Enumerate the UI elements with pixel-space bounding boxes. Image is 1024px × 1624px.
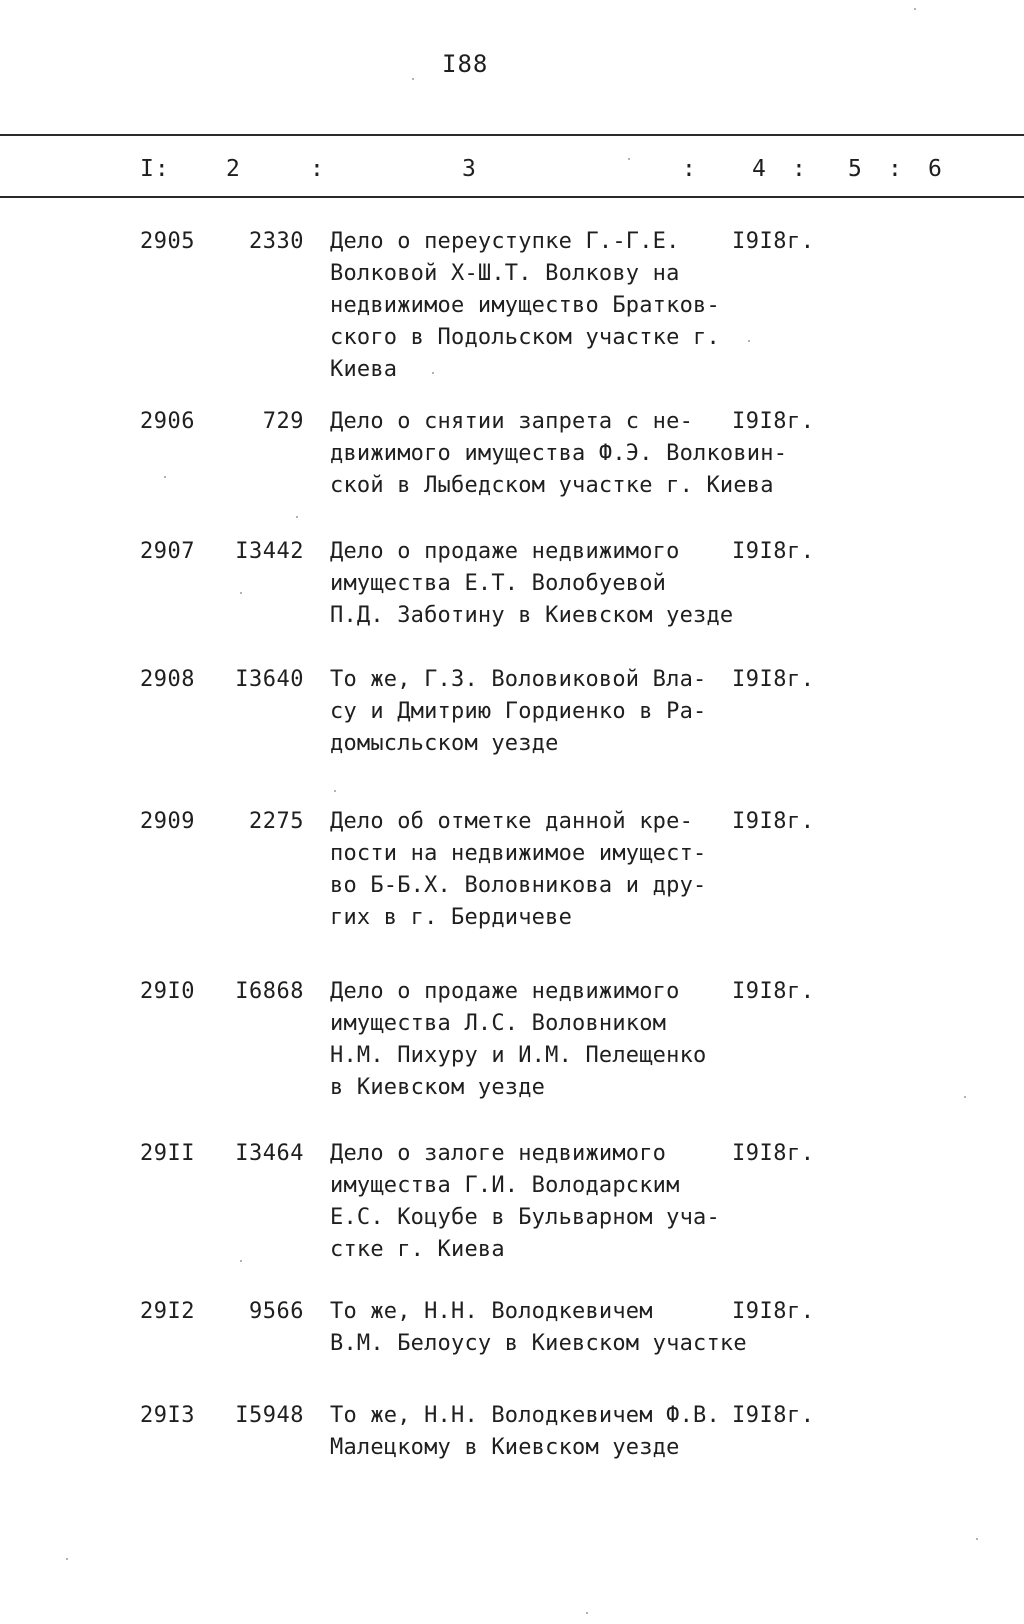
entry-year: I9I8г. — [732, 1141, 815, 1166]
description-line: Киева — [330, 357, 398, 382]
header-top-rule — [0, 134, 1024, 136]
description-line: движимого имущества Ф.Э. Волковин- — [330, 441, 788, 466]
entry-number: 2905 — [140, 229, 195, 254]
entry-description — [330, 1296, 750, 1360]
scan-speck — [334, 790, 336, 792]
entry-year: I9I8г. — [732, 809, 815, 834]
description-line: имущества Е.Т. Волобуевой — [330, 571, 667, 596]
scan-speck — [748, 340, 750, 342]
entry-year: I9I8г. — [732, 229, 815, 254]
column-header-5: 5 — [848, 156, 863, 182]
description-line: Е.С. Коцубе в Бульварном уча- — [330, 1205, 720, 1230]
description-line: Дело об отметке данной кре- — [330, 809, 694, 834]
description-line: в Киевском уезде — [330, 1075, 546, 1100]
entry-number: 29I0 — [140, 979, 195, 1004]
description-line: П.Д. Заботину в Киевском уезде — [330, 603, 734, 628]
original-number: I3640 — [235, 667, 304, 692]
column-separator: : — [792, 156, 806, 182]
description-line: В.М. Белоусу в Киевском участке — [330, 1331, 747, 1356]
entry-number: 29I3 — [140, 1403, 195, 1428]
entry-year: I9I8г. — [732, 1299, 815, 1324]
entry-number: 2906 — [140, 409, 195, 434]
column-separator: : — [682, 156, 696, 182]
description-line: То же, Н.Н. Володкевичем Ф.В. — [330, 1403, 720, 1428]
original-number: 729 — [262, 409, 304, 434]
description-line: То же, Г.З. Воловиковой Вла- — [330, 667, 707, 692]
scan-speck — [432, 372, 434, 374]
scan-speck — [976, 1538, 978, 1540]
description-line: То же, Н.Н. Володкевичем — [330, 1299, 653, 1324]
scan-speck — [914, 8, 916, 10]
column-header-6: 6 — [928, 156, 943, 182]
entry-number: 2908 — [140, 667, 195, 692]
column-header-3: 3 — [462, 156, 477, 182]
description-line: пости на недвижимое имущест- — [330, 841, 707, 866]
entry-description — [330, 536, 750, 632]
description-line: Дело о продаже недвижимого — [330, 979, 680, 1004]
header-bottom-rule — [0, 196, 1024, 198]
description-line: во Б-Б.Х. Воловникова и дру- — [330, 873, 707, 898]
entry-number: 29I2 — [140, 1299, 195, 1324]
entry-year: I9I8г. — [732, 409, 815, 434]
entry-number: 2907 — [140, 539, 195, 564]
entry-description — [330, 976, 750, 1104]
page-number: I88 — [442, 50, 489, 78]
column-separator: : — [310, 156, 324, 182]
original-number: I6868 — [235, 979, 304, 1004]
column-separator: : — [888, 156, 902, 182]
entry-year: I9I8г. — [732, 539, 815, 564]
original-number: I3442 — [235, 539, 304, 564]
entry-description — [330, 1400, 750, 1464]
description-line: ской в Лыбедском участке г. Киева — [330, 473, 774, 498]
entry-year: I9I8г. — [732, 979, 815, 1004]
scan-speck — [240, 1260, 242, 1262]
scan-speck — [412, 78, 414, 80]
column-header-4: 4 — [752, 156, 767, 182]
description-line: недвижимое имущество Братков- — [330, 293, 720, 318]
original-number: 9566 — [249, 1299, 304, 1324]
description-line: Дело о снятии запрета с не- — [330, 409, 694, 434]
description-line: гих в г. Бердичеве — [330, 905, 573, 930]
entry-year: I9I8г. — [732, 667, 815, 692]
description-line: домысльском уезде — [330, 731, 559, 756]
column-header-1: I: — [140, 156, 170, 182]
entry-description — [330, 226, 750, 386]
entry-year: I9I8г. — [732, 1403, 815, 1428]
description-line: Дело о продаже недвижимого — [330, 539, 680, 564]
original-number: 2275 — [249, 809, 304, 834]
entry-number: 29II — [140, 1141, 195, 1166]
description-line: имущества Г.И. Володарским — [330, 1173, 680, 1198]
description-line: имущества Л.С. Воловником — [330, 1011, 667, 1036]
scan-speck — [240, 592, 242, 594]
entry-description — [330, 664, 750, 760]
scan-speck — [66, 1558, 68, 1560]
description-line: стке г. Киева — [330, 1237, 505, 1262]
description-line: Волковой Х-Ш.Т. Волкову на — [330, 261, 680, 286]
column-header-2: 2 — [226, 156, 241, 182]
original-number: I3464 — [235, 1141, 304, 1166]
description-line: Дело о залоге недвижимого — [330, 1141, 667, 1166]
scan-speck — [628, 158, 630, 160]
scan-speck — [296, 516, 298, 518]
description-line: су и Дмитрию Гордиенко в Ра- — [330, 699, 707, 724]
entry-description — [330, 806, 750, 934]
scan-speck — [586, 1612, 588, 1614]
description-line: Дело о переуступке Г.-Г.Е. — [330, 229, 680, 254]
description-line: ского в Подольском участке г. — [330, 325, 720, 350]
description-line: Малецкому в Киевском уезде — [330, 1435, 680, 1460]
entry-description — [330, 1138, 750, 1266]
scan-speck — [964, 1096, 966, 1098]
original-number: 2330 — [249, 229, 304, 254]
description-line: Н.М. Пихуру и И.М. Пелещенко — [330, 1043, 707, 1068]
original-number: I5948 — [235, 1403, 304, 1428]
entry-number: 2909 — [140, 809, 195, 834]
scan-speck — [164, 476, 166, 478]
